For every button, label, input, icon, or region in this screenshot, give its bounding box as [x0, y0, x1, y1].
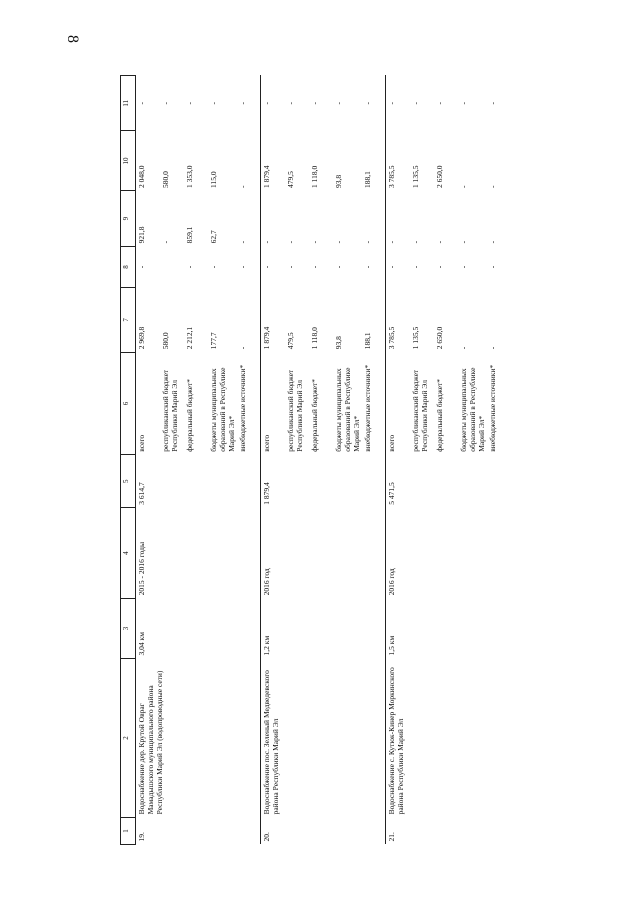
- value-col8: -: [309, 265, 319, 269]
- funding-source: республиканский бюджет Республики Марий Эл: [410, 369, 429, 452]
- row-number: 19.: [136, 817, 261, 844]
- table-row: [386, 76, 410, 845]
- value-col10: 1 879,4: [261, 131, 285, 191]
- value-col9: -: [458, 240, 468, 244]
- value-col10: 115,0: [208, 171, 218, 188]
- value-total: 479,5: [285, 332, 295, 350]
- value-total: 580,0: [160, 332, 170, 350]
- value-col11: -: [386, 76, 410, 131]
- value-col10: -: [487, 185, 497, 188]
- funding-source: федеральный бюджет*: [184, 378, 194, 452]
- value-total: 2 969,8: [136, 288, 160, 353]
- value-total: -: [237, 346, 247, 350]
- value-col8: -: [487, 265, 497, 269]
- value-col11: -: [285, 101, 295, 105]
- value-col9: -: [487, 240, 497, 244]
- column-header: 8: [121, 246, 136, 287]
- funding-source: федеральный бюджет*: [309, 378, 319, 452]
- project-length: 3,04 км: [136, 598, 261, 658]
- column-header: 11: [121, 76, 136, 131]
- value-col8: [160, 246, 184, 287]
- value-col9: -: [410, 240, 420, 244]
- value-col11: -: [309, 101, 319, 105]
- value-total: 188,1: [362, 332, 372, 350]
- value-col10: 1 118,0: [309, 165, 319, 188]
- value-col11: -: [184, 101, 194, 105]
- value-col8: -: [410, 265, 420, 269]
- value-col11: -: [136, 76, 160, 131]
- value-col9: 859,1: [184, 226, 194, 244]
- value-col10: 580,0: [160, 171, 170, 188]
- project-period: 2016 год: [386, 508, 511, 599]
- value-col8: -: [362, 265, 372, 269]
- table-row: [136, 76, 160, 845]
- value-col9: -: [309, 240, 319, 244]
- value-total: 2 650,0: [434, 326, 444, 350]
- project-name: Водоснабжение с. Кутюк-Кинер Моркинского района Республики Марий Эл: [386, 658, 511, 817]
- rotated-table-container: [120, 75, 640, 845]
- project-cost: 1 879,4: [261, 455, 386, 508]
- column-header: 2: [121, 658, 136, 817]
- value-col10: -: [237, 185, 247, 188]
- funding-source: бюджеты муниципальных образований в Республике Марий Эл*: [208, 367, 236, 452]
- project-name: Водоснабжение дер. Крутой Овраг Мамадышского муниципального района Республики Марий Эл (водопроводные сети): [136, 658, 261, 817]
- value-col10: 3 785,5: [386, 131, 410, 191]
- value-col10: 93,8: [333, 174, 343, 188]
- value-col9: -: [237, 240, 247, 244]
- column-header: 9: [121, 191, 136, 246]
- value-total: 93,8: [333, 336, 343, 350]
- value-col9: -: [434, 240, 444, 244]
- value-col9: -: [160, 240, 170, 244]
- value-col9: -: [362, 240, 372, 244]
- column-header: 7: [121, 288, 136, 353]
- value-col10: 188,1: [362, 171, 372, 188]
- value-col11: -: [487, 101, 497, 105]
- value-col11: -: [410, 101, 420, 105]
- funding-source: бюджеты муниципальных образований в Республике Марий Эл*: [458, 367, 486, 452]
- value-col8: -: [261, 246, 285, 287]
- column-header: 3: [121, 598, 136, 658]
- page-number: 8: [64, 35, 81, 43]
- value-col8: -: [285, 265, 295, 269]
- project-name: Водоснабжение пос. Зеленый Медведевского района Республики Марий Эл: [261, 658, 386, 817]
- funding-source: внебюджетные источники*: [237, 364, 247, 452]
- value-col11: -: [434, 101, 444, 105]
- value-col8: -: [434, 265, 444, 269]
- value-col8: -: [184, 265, 194, 269]
- value-col8: -: [208, 265, 218, 269]
- value-col11: -: [458, 101, 468, 105]
- funding-source: республиканский бюджет Республики Марий Эл: [160, 369, 179, 452]
- funding-source: всего: [261, 352, 285, 454]
- column-number-row: [121, 76, 136, 845]
- project-period: 2016 год: [261, 508, 386, 599]
- value-col10: 1 135,5: [410, 165, 420, 188]
- value-col10: 2 650,0: [434, 165, 444, 188]
- value-total: 1 879,4: [261, 288, 285, 353]
- funding-source: бюджеты муниципальных образований в Республике Марий Эл*: [333, 367, 361, 452]
- value-col9: -: [333, 240, 343, 244]
- value-total: 2 212,1: [184, 326, 194, 350]
- value-col8: -: [136, 246, 160, 287]
- table-row: [261, 76, 285, 845]
- value-total: -: [458, 346, 468, 350]
- column-header: 1: [121, 817, 136, 844]
- project-length: 1,5 км: [386, 598, 511, 658]
- value-total: 1 135,5: [410, 326, 420, 350]
- value-col8: -: [333, 265, 343, 269]
- value-col9: -: [261, 191, 285, 246]
- column-header: 6: [121, 352, 136, 454]
- column-header: 5: [121, 455, 136, 508]
- value-col10: 2 048,0: [136, 131, 160, 191]
- project-cost: 3 614,7: [136, 455, 261, 508]
- value-total: 177,7: [208, 332, 218, 350]
- program-table: [120, 75, 511, 845]
- value-col11: -: [362, 101, 372, 105]
- row-number: 21.: [386, 817, 511, 844]
- funding-source: республиканский бюджет Республики Марий Эл: [285, 369, 304, 452]
- value-col9: 62,7: [208, 230, 218, 244]
- project-cost: 5 471,5: [386, 455, 511, 508]
- column-header: 4: [121, 508, 136, 599]
- value-total: 3 785,5: [386, 288, 410, 353]
- funding-source: федеральный бюджет*: [434, 378, 444, 452]
- value-col8: -: [386, 246, 410, 287]
- funding-source: внебюджетные источники*: [362, 364, 372, 452]
- value-col8: -: [458, 265, 468, 269]
- funding-source: всего: [386, 352, 410, 454]
- value-col9: 921,8: [136, 191, 160, 246]
- column-header: 10: [121, 131, 136, 191]
- value-col10: -: [458, 185, 468, 188]
- funding-source: всего: [136, 352, 160, 454]
- project-length: 1,2 км: [261, 598, 386, 658]
- value-col11: -: [333, 101, 343, 105]
- value-col10: 1 353,0: [184, 165, 194, 188]
- value-col10: 479,5: [285, 171, 295, 188]
- value-col11: -: [237, 101, 247, 105]
- value-col8: -: [237, 265, 247, 269]
- value-col11: -: [261, 76, 285, 131]
- funding-source: внебюджетные источники*: [487, 364, 497, 452]
- value-col11: -: [160, 101, 170, 105]
- value-col9: -: [386, 191, 410, 246]
- project-period: 2015 - 2016 годы: [136, 508, 261, 599]
- value-col9: -: [285, 240, 295, 244]
- row-number: 20.: [261, 817, 386, 844]
- value-total: -: [487, 346, 497, 350]
- value-col11: -: [208, 101, 218, 105]
- value-total: 1 118,0: [309, 327, 319, 350]
- table-body: [136, 76, 511, 845]
